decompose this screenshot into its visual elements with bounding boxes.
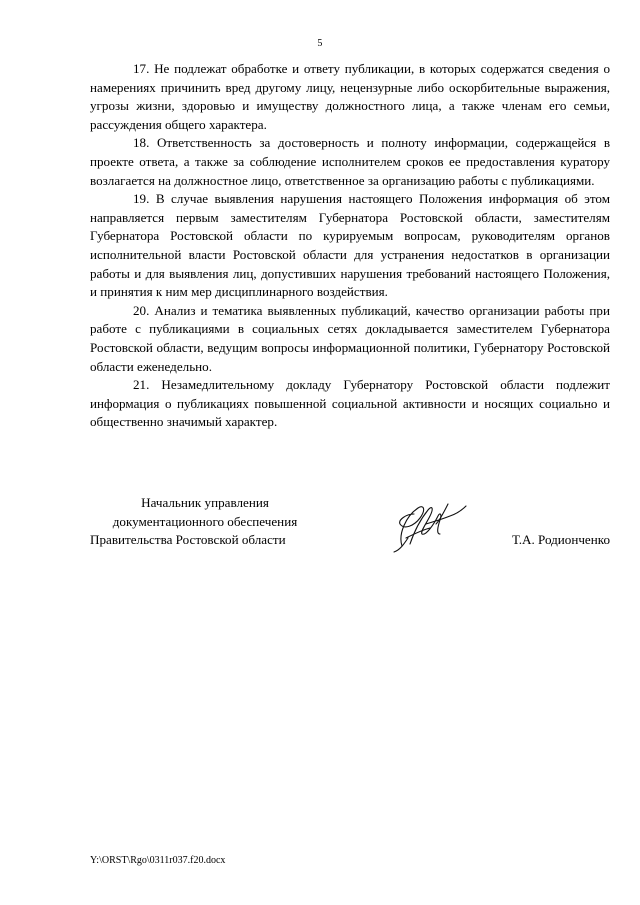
signatory-title-line: Начальник управления [141,495,269,510]
page-number: 5 [317,38,323,49]
document-body [90,60,610,432]
file-path: Y:\ORST\Rgo\0311r037.f20.docx [90,855,226,866]
signatory-title [90,494,320,550]
signatory-name: Т.А. Родионченко [512,532,610,547]
signatory-title-line: Правительства Ростовской области [90,532,286,548]
paragraph-17: 17. Не подлежат обработке и ответу публикации, в которых содержатся сведения о намерениях причинить вред другому лицу, нецензурные либо оскорбительные выражения, угрозы жизни, здоровью и имуществу должностного лица, а также членам его семьи, рассуждения общего характера. [90,61,610,132]
signature-block [90,494,610,554]
paragraph-21: 21. Незамедлительному докладу Губернатору Ростовской области подлежит информация о публикациях повышенной социальной активности и носящих социально и общественно значимый характер. [90,377,610,430]
paragraph-19: 19. В случае выявления нарушения настоящего Положения информация об этом направляется первым заместителям Губернатора Ростовской области, заместителям Губернатора Ростовской области по курируемым вопросам, руководителям органов исполнительной власти Ростовской области для устранения недостатков в организации работы и для выявления лиц, допустивших нарушения требований настоящего Положения, и принятия к ним мер дисциплинарного воздействия. [90,191,610,300]
paragraph-20: 20. Анализ и тематика выявленных публикаций, качество организации работы при работе с публикациями в социальных сетях докладывается заместителем Губернатора Ростовской области, ведущим вопросы информационной политики, Губернатору Ростовской области еженедельно. [90,302,610,374]
paragraph-18: 18. Ответственность за достоверность и полноту информации, содержащейся в проекте ответа, а также за соблюдение исполнителем сроков ее предоставления куратору возлагается на должностное лицо, ответственное за организацию работы с публикациями. [90,135,610,188]
handwritten-signature [380,494,470,556]
signatory-title-line: документационного обеспечения [112,513,298,529]
